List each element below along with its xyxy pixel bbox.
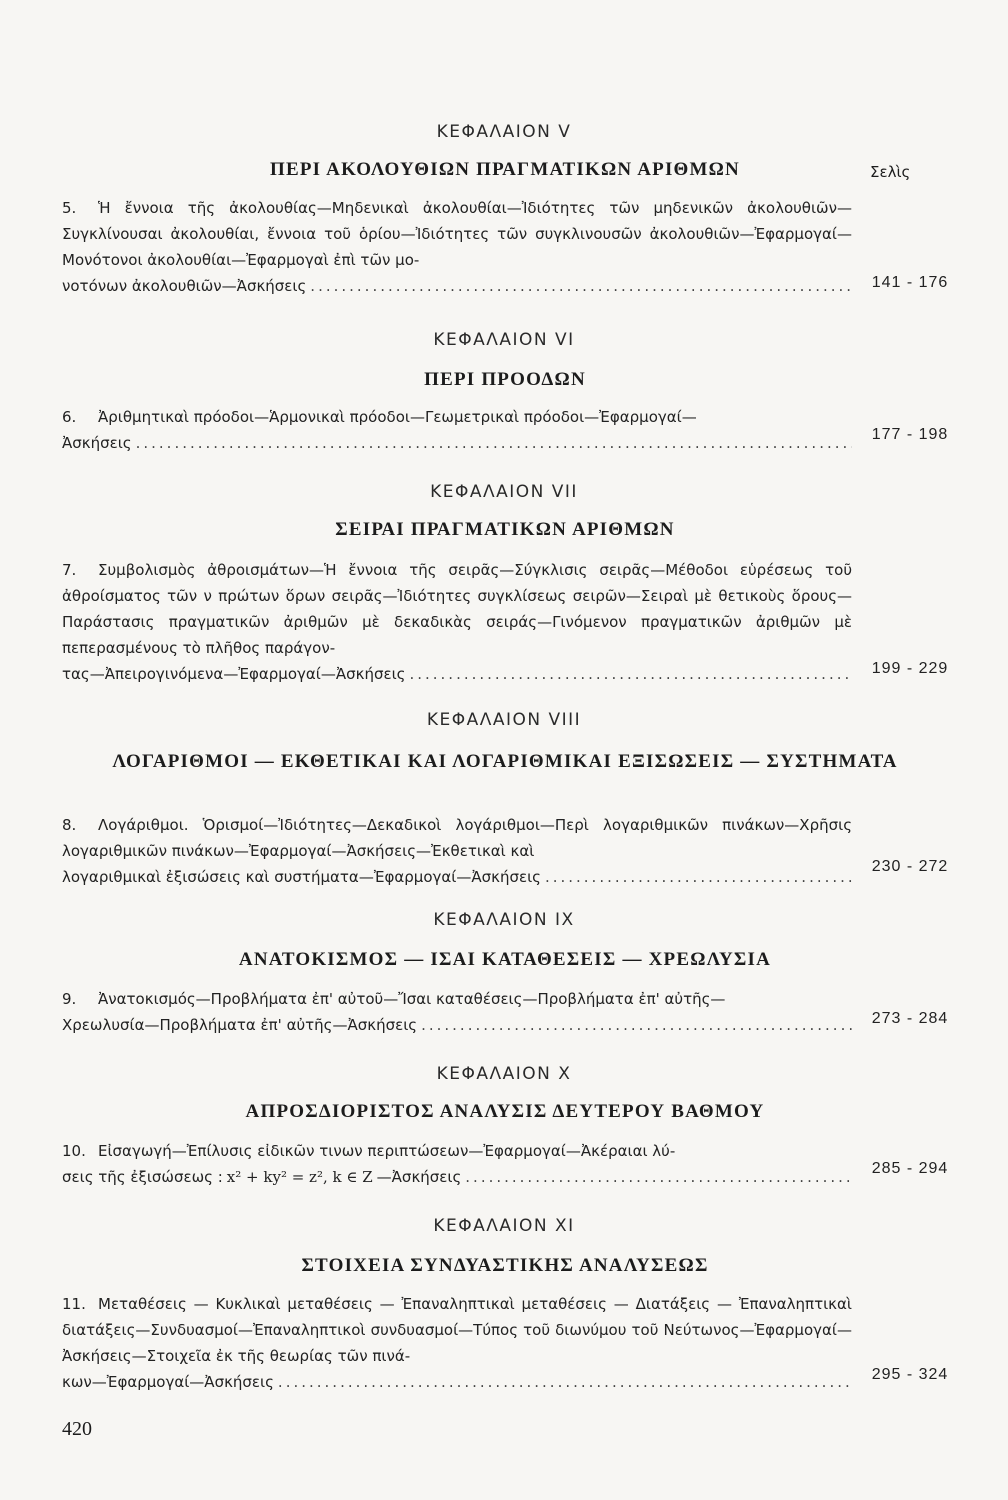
chapter-heading: ΚΕΦΑΛΑΙΟΝ V [436,122,572,142]
page-range: 177 - 198 [871,426,949,443]
dot-leader [545,864,852,890]
dot-leader [136,430,852,456]
entry-text-last-line: νοτόνων ἀκολουθιῶν—Ἀσκήσεις [62,277,307,295]
page-range: 273 - 284 [871,1010,949,1027]
entry-text-last-line: Χρεωλυσία—Προβλήματα ἐπ' αὐτῆς—Ἀσκήσεις [62,1016,418,1034]
chapter-entry [62,557,852,687]
page-range: 295 - 324 [871,1366,949,1383]
entry-number: 7. [62,561,77,579]
chapter-entry [62,812,852,890]
chapter-title: ΛΟΓΑΡΙΘΜΟΙ — ΕΚΘΕΤΙΚΑΙ ΚΑΙ ΛΟΓΑΡΙΘΜΙΚΑΙ ΕΞΙΣΩΣΕΙΣ — ΣΥΣΤΗΜΑΤΑ [112,751,898,772]
entry-text-last-line: Ἀσκήσεις [62,434,132,452]
entry-text: Συμβολισμὸς ἀθροισμάτων—Ἡ ἔννοια τῆς σειρᾶς—Σύγκλισις σειρᾶς—Μέθοδοι εὑρέσεως τοῦ ἀθροίσματος τῶν ν πρώτων ὅρων σειρᾶς—Ἰδιότητες συγκλίσεως σειρῶν—Σειραὶ μὲ θετικοὺς ὅρους—Παράστασις πραγματικῶν ἀριθμῶν μὲ δεκαδικὰς σειράς—Γινόμενον πραγματικῶν ἀριθμῶν μὲ πεπερασμένους τὸ πλῆθος παράγον- [62,561,852,657]
entry-number: 5. [62,199,77,217]
entry-text-last-line: κων—Ἐφαρμογαί—Ἀσκήσεις [62,1373,274,1391]
entry-text: Ἀνατοκισμός—Προβλήματα ἐπ' αὐτοῦ—Ἴσαι καταθέσεις—Προβλήματα ἐπ' αὐτῆς— [98,990,726,1008]
chapter-heading: ΚΕΦΑΛΑΙΟΝ IX [433,910,575,930]
chapter-title: ΠΕΡΙ ΠΡΟΟΔΩΝ [424,369,586,390]
entry-text-tail: —Ἀσκήσεις [376,1168,462,1186]
dot-leader [278,1369,852,1395]
entry-text: Ἡ ἔννοια τῆς ἀκολουθίας—Μηδενικαὶ ἀκολουθίαι—Ἰδιότητες τῶν μηδενικῶν ἀκολουθιῶν—Συγκλίνουσαι ἀκολουθίαι, ἔννοια τοῦ ὁρίου—Ἰδιότητες τῶν συγκλινουσῶν ἀκολουθιῶν—Ἐφαρμογαί—Μονότονοι ἀκολουθίαι—Ἐφαρμογαὶ ἐπὶ τῶν μο- [62,199,852,269]
page-range: 199 - 229 [871,660,949,677]
chapter-entry [62,986,852,1038]
page-range: 230 - 272 [871,858,949,875]
chapter-title: ΠΕΡΙ ΑΚΟΛΟΥΘΙΩΝ ΠΡΑΓΜΑΤΙΚΩΝ ΑΡΙΘΜΩΝ [270,159,740,180]
chapter-heading: ΚΕΦΑΛΑΙΟΝ VI [433,330,575,350]
entry-text-last-line: τας—Ἀπειρογινόμενα—Ἐφαρμογαί—Ἀσκήσεις [62,665,406,683]
page-number: 420 [62,1418,92,1440]
page-range: 141 - 176 [871,274,949,291]
entry-text: Εἰσαγωγή—Ἐπίλυσις εἰδικῶν τινων περιπτώσεων—Ἐφαρμογαί—Ἀκέραιαι λύ- [98,1142,676,1160]
chapter-heading: ΚΕΦΑΛΑΙΟΝ XI [433,1216,575,1236]
dot-leader [409,661,852,687]
equation: x² + ky² = z², k ∈ Z [226,1168,373,1186]
dot-leader [310,273,852,299]
chapter-heading: ΚΕΦΑΛΑΙΟΝ VIII [426,710,582,730]
chapter-entry [62,195,852,299]
chapter-title: ΑΝΑΤΟΚΙΣΜΟΣ — ΙΣΑΙ ΚΑΤΑΘΕΣΕΙΣ — ΧΡΕΩΛΥΣΙΑ [238,949,772,970]
dot-leader [465,1164,852,1190]
entry-text-last-line: λογαριθμικαὶ ἐξισώσεις καὶ συστήματα—Ἐφαρμογαί—Ἀσκήσεις [62,868,541,886]
chapter-entry [62,1138,852,1190]
entry-number: 6. [62,408,77,426]
entry-text: Λογάριθμοι. Ὁρισμοί—Ἰδιότητες—Δεκαδικοὶ λογάριθμοι—Περὶ λογαριθμικῶν πινάκων—Χρῆσις λογαριθμικῶν πινάκων—Ἐφαρμογαί—Ἀσκήσεις—Ἐκθετικαὶ καὶ [62,816,852,860]
entry-number: 11. [62,1295,86,1313]
chapter-entry [62,1291,852,1395]
chapter-title: ΣΕΙΡΑΙ ΠΡΑΓΜΑΤΙΚΩΝ ΑΡΙΘΜΩΝ [335,519,675,540]
chapter-heading: ΚΕΦΑΛΑΙΟΝ X [436,1064,572,1084]
chapter-entry [62,404,852,456]
page-range: 285 - 294 [871,1160,949,1177]
entry-text-last-line: σεις τῆς ἐξισώσεως : [62,1168,223,1186]
entry-text: Ἀριθμητικαὶ πρόοδοι—Ἁρμονικαὶ πρόοδοι—Γεωμετρικαὶ πρόοδοι—Ἐφαρμογαί— [98,408,697,426]
chapter-heading: ΚΕΦΑΛΑΙΟΝ VII [430,482,578,502]
entry-text: Μεταθέσεις — Κυκλικαὶ μεταθέσεις — Ἐπαναληπτικαὶ μεταθέσεις — Διατάξεις — Ἐπαναληπτικαὶ διατάξεις—Συνδυασμοί—Ἐπαναληπτικοὶ συνδυασμοί—Τύπος τοῦ διωνύμου τοῦ Νεύτωνος—Ἐφαρμογαί—Ἀσκήσεις—Στοιχεῖα ἐκ τῆς θεωρίας τῶν πινά- [62,1295,852,1365]
pages-column-label: Σελὶς [870,163,911,181]
entry-number: 9. [62,990,77,1008]
dot-leader [421,1012,852,1038]
entry-number: 8. [62,816,77,834]
chapter-title: ΣΤΟΙΧΕΙΑ ΣΥΝΔΥΑΣΤΙΚΗΣ ΑΝΑΛΥΣΕΩΣ [301,1255,709,1276]
chapter-title: ΑΠΡΟΣΔΙΟΡΙΣΤΟΣ ΑΝΑΛΥΣΙΣ ΔΕΥΤΕΡΟΥ ΒΑΘΜΟΥ [245,1101,765,1122]
entry-number: 10. [62,1142,86,1160]
